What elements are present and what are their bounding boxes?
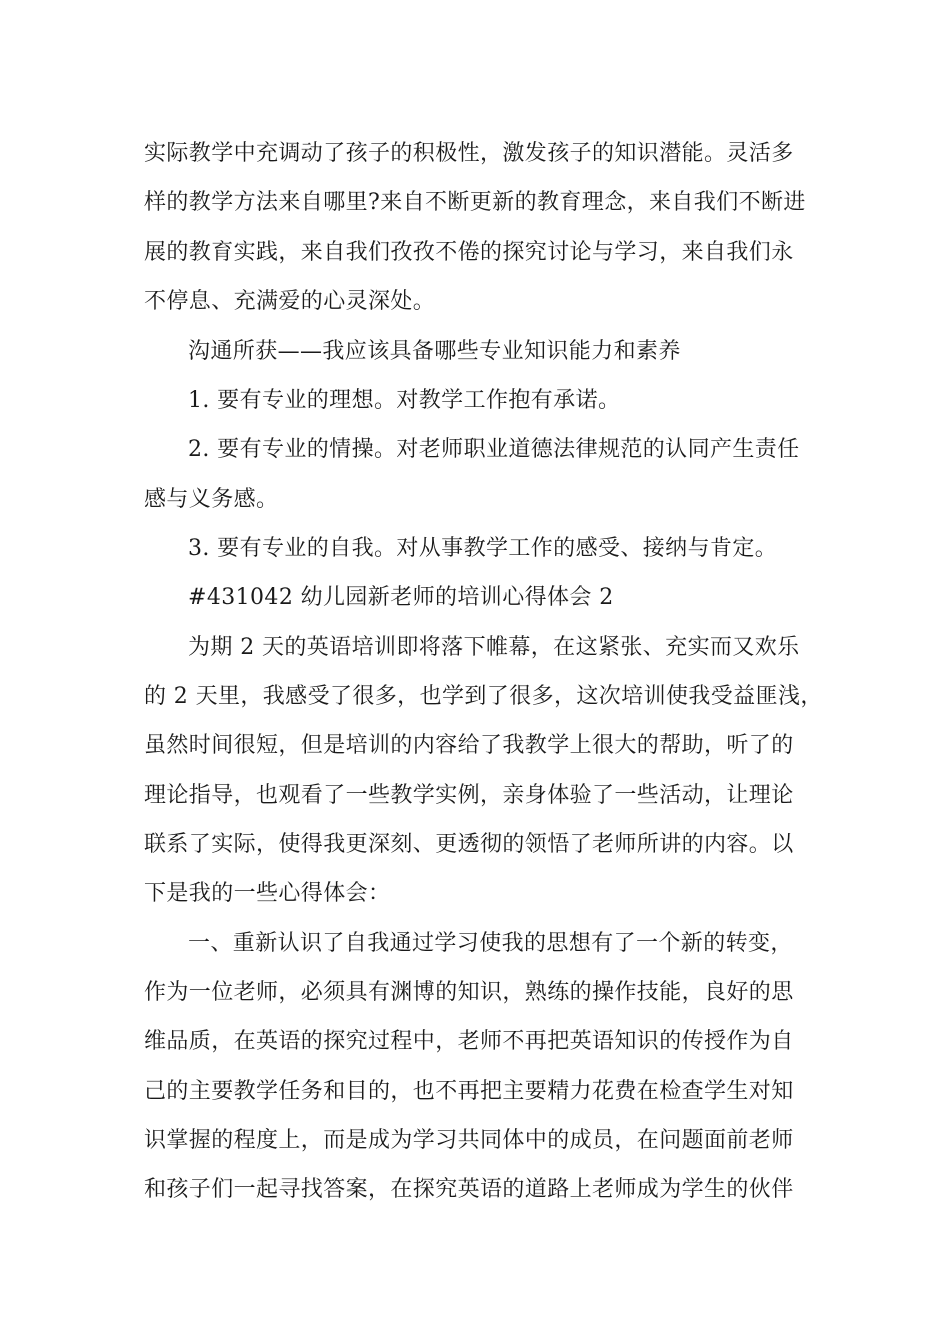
text-line: 维品质，在英语的探究过程中，老师不再把英语知识的传授作为自 — [144, 1029, 794, 1054]
text-line: 展的教育实践，来自我们孜孜不倦的探究讨论与学习，来自我们永 — [144, 240, 794, 265]
text-line: 识掌握的程度上，而是成为学习共同体中的成员，在问题面前老师 — [144, 1128, 794, 1153]
text-line: 样的教学方法来自哪里?来自不断更新的教育理念，来自我们不断进 — [144, 190, 806, 215]
list-item: 2. 要有专业的情操。对老师职业道德法律规范的认同产生责任 — [188, 437, 800, 462]
text-line: 理论指导，也观看了一些教学实例，亲身体验了一些活动，让理论 — [144, 783, 794, 808]
text-line: 和孩子们一起寻找答案，在探究英语的道路上老师成为学生的伙伴 — [144, 1177, 794, 1202]
text-line: 联系了实际，使得我更深刻、更透彻的领悟了老师所讲的内容。以 — [144, 832, 794, 857]
list-item: 3. 要有专业的自我。对从事教学工作的感受、接纳与肯定。 — [188, 536, 778, 561]
list-item-continuation: 感与义务感。 — [144, 487, 279, 512]
text-line: 己的主要教学任务和目的，也不再把主要精力花费在检查学生对知 — [144, 1079, 794, 1104]
text-line: 不停息、充满爱的心灵深处。 — [144, 289, 436, 314]
section-heading: 沟通所获——我应该具备哪些专业知识能力和素养 — [188, 339, 681, 364]
text-line: 下是我的一些心得体会： — [144, 881, 391, 906]
text-line: 实际教学中充调动了孩子的积极性，激发孩子的知识潜能。灵活多 — [144, 141, 794, 166]
text-line: 的 2 天里，我感受了很多，也学到了很多，这次培训使我受益匪浅， — [144, 684, 823, 709]
text-line: 虽然时间很短，但是培训的内容给了我教学上很大的帮助，听了的 — [144, 733, 794, 758]
text-line: 一、重新认识了自我通过学习使我的思想有了一个新的转变， — [188, 931, 793, 956]
list-item: 1. 要有专业的理想。对教学工作抱有承诺。 — [188, 388, 621, 413]
text-line: 为期 2 天的英语培训即将落下帷幕，在这紧张、充实而又欢乐 — [188, 635, 800, 660]
document-heading: #431042 幼儿园新老师的培训心得体会 2 — [188, 585, 614, 610]
text-line: 作为一位老师，必须具有渊博的知识，熟练的操作技能，良好的思 — [144, 980, 794, 1005]
